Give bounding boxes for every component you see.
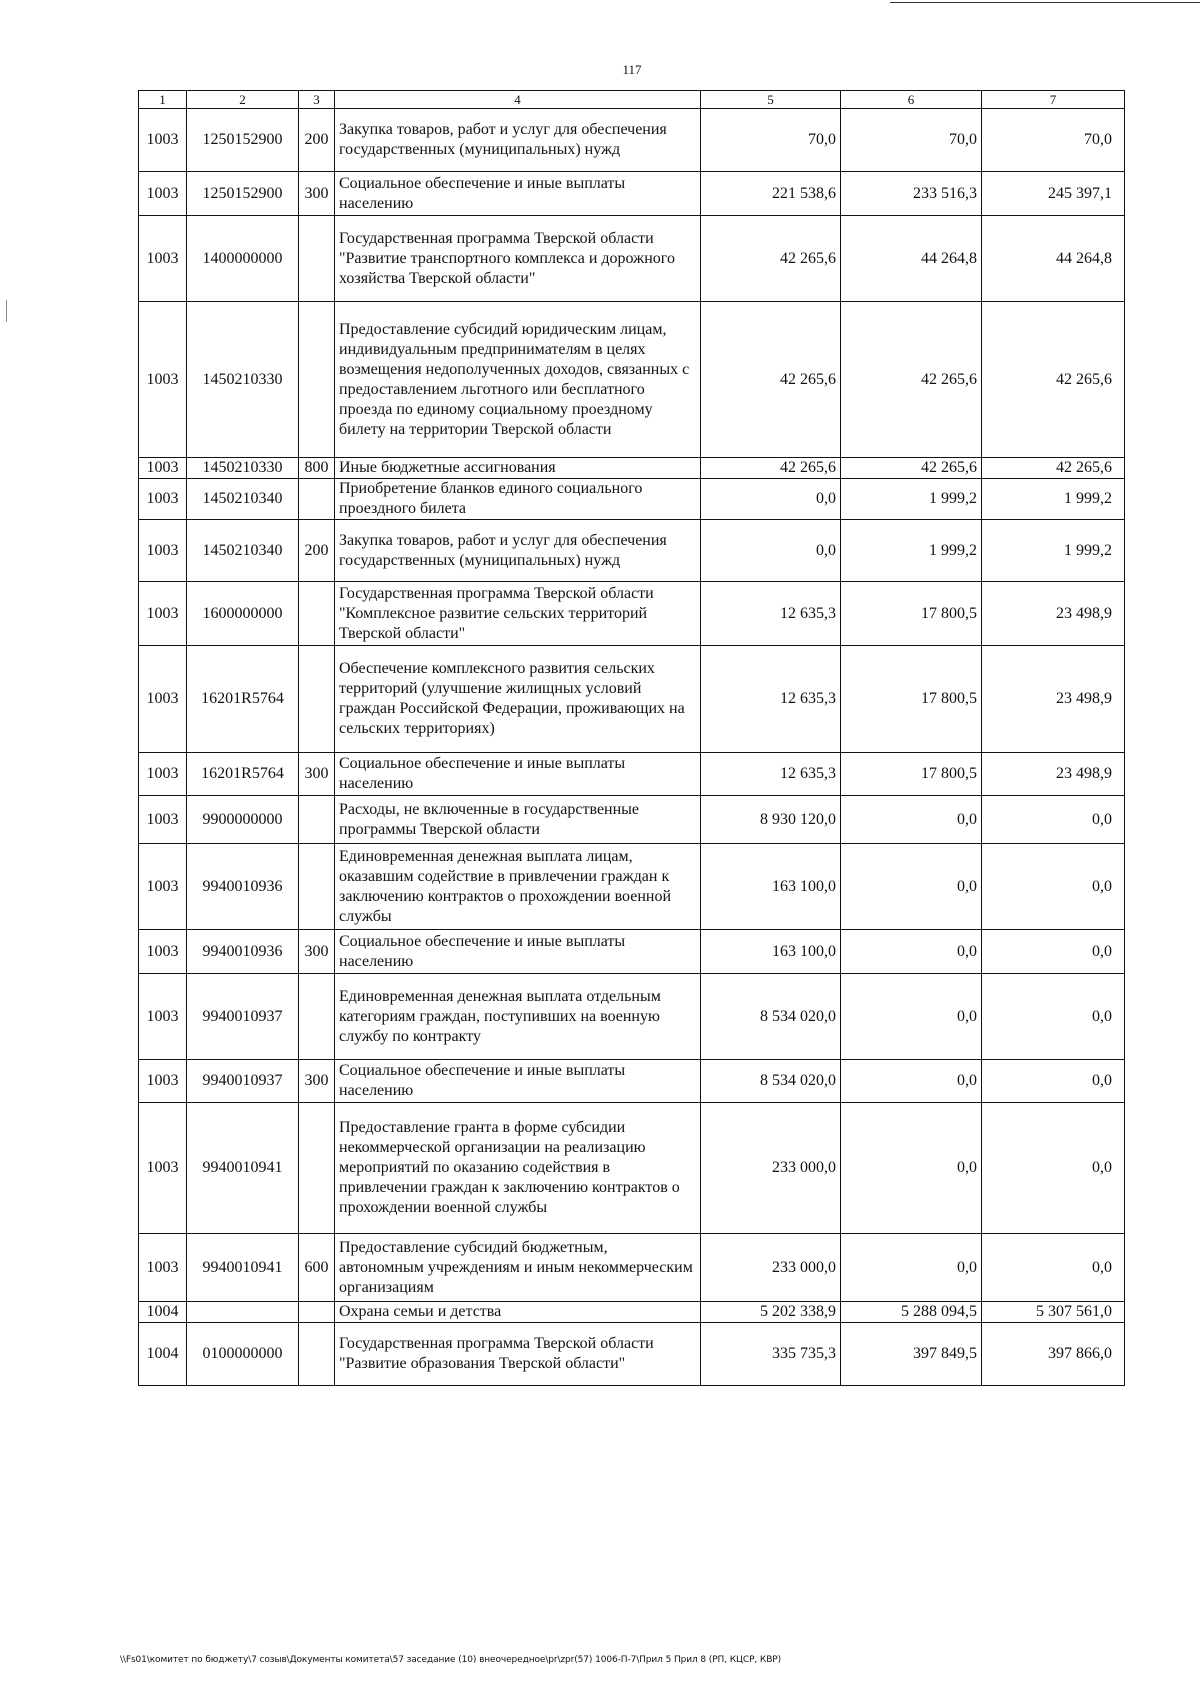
- amount-year1-cell: 163 100,0: [701, 930, 841, 974]
- amount-year3-cell: 397 866,0: [982, 1323, 1125, 1386]
- expense-type-cell: 300: [299, 753, 335, 796]
- column-header-1: 1: [139, 91, 187, 109]
- amount-year2-cell: 42 265,6: [841, 302, 982, 458]
- amount-year3-cell: 42 265,6: [982, 458, 1125, 479]
- description-cell: Предоставление субсидий бюджетным, автономным учреждениям и иным некоммерческим организациям: [335, 1234, 701, 1302]
- amount-year2-cell: 0,0: [841, 1103, 982, 1234]
- amount-year2-cell: 17 800,5: [841, 753, 982, 796]
- table-row: [139, 930, 1125, 974]
- target-article-cell: 9940010936: [187, 844, 299, 930]
- amount-year1-cell: 8 930 120,0: [701, 796, 841, 844]
- table-row: [139, 582, 1125, 646]
- amount-year3-cell: 44 264,8: [982, 216, 1125, 302]
- target-article-cell: 9940010937: [187, 974, 299, 1060]
- section-code-cell: 1003: [139, 216, 187, 302]
- section-code-cell: 1003: [139, 974, 187, 1060]
- target-article-cell: 1250152900: [187, 109, 299, 172]
- amount-year1-cell: 12 635,3: [701, 646, 841, 753]
- amount-year3-cell: 23 498,9: [982, 753, 1125, 796]
- amount-year2-cell: 397 849,5: [841, 1323, 982, 1386]
- description-cell: Единовременная денежная выплата лицам, оказавшим содействие в привлечении граждан к заключению контрактов о прохождении военной службы: [335, 844, 701, 930]
- table-row: [139, 844, 1125, 930]
- description-cell: Закупка товаров, работ и услуг для обеспечения государственных (муниципальных) нужд: [335, 520, 701, 582]
- expense-type-cell: [299, 1323, 335, 1386]
- target-article-cell: [187, 1302, 299, 1323]
- description-cell: Приобретение бланков единого социального проездного билета: [335, 479, 701, 520]
- amount-year1-cell: 42 265,6: [701, 302, 841, 458]
- amount-year1-cell: 70,0: [701, 109, 841, 172]
- scan-edge-line: [890, 2, 1200, 3]
- amount-year1-cell: 221 538,6: [701, 172, 841, 216]
- table-row: [139, 1103, 1125, 1234]
- table-row: [139, 1234, 1125, 1302]
- section-code-cell: 1003: [139, 172, 187, 216]
- section-code-cell: 1004: [139, 1302, 187, 1323]
- amount-year2-cell: 0,0: [841, 796, 982, 844]
- amount-year1-cell: 42 265,6: [701, 458, 841, 479]
- expense-type-cell: [299, 302, 335, 458]
- description-cell: Предоставление субсидий юридическим лицам, индивидуальным предпринимателям в целях возмещения недополученных доходов, связанных с предоставлением льготного или бесплатного проезда по единому социальному проездному билету на территории Тверской области: [335, 302, 701, 458]
- amount-year1-cell: 163 100,0: [701, 844, 841, 930]
- section-code-cell: 1003: [139, 844, 187, 930]
- column-header-5: 5: [701, 91, 841, 109]
- amount-year1-cell: 8 534 020,0: [701, 1060, 841, 1103]
- target-article-cell: 1450210330: [187, 302, 299, 458]
- table-row: [139, 646, 1125, 753]
- description-cell: Предоставление гранта в форме субсидии некоммерческой организации на реализацию мероприятий по оказанию содействия в привлечении граждан к заключению контрактов о прохождении военной службы: [335, 1103, 701, 1234]
- amount-year3-cell: 1 999,2: [982, 479, 1125, 520]
- expense-type-cell: [299, 479, 335, 520]
- amount-year2-cell: 5 288 094,5: [841, 1302, 982, 1323]
- amount-year3-cell: 23 498,9: [982, 646, 1125, 753]
- column-header-2: 2: [187, 91, 299, 109]
- table-row: [139, 172, 1125, 216]
- amount-year1-cell: 233 000,0: [701, 1103, 841, 1234]
- amount-year1-cell: 12 635,3: [701, 753, 841, 796]
- expense-type-cell: 300: [299, 930, 335, 974]
- amount-year3-cell: 5 307 561,0: [982, 1302, 1125, 1323]
- expense-type-cell: [299, 974, 335, 1060]
- table-row: [139, 1060, 1125, 1103]
- column-header-7: 7: [982, 91, 1125, 109]
- target-article-cell: 9940010941: [187, 1103, 299, 1234]
- description-cell: Расходы, не включенные в государственные программы Тверской области: [335, 796, 701, 844]
- amount-year2-cell: 0,0: [841, 930, 982, 974]
- description-cell: Обеспечение комплексного развития сельских территорий (улучшение жилищных условий граждан Российской Федерации, проживающих на сельских территориях): [335, 646, 701, 753]
- budget-table: [138, 90, 1125, 1386]
- description-cell: Закупка товаров, работ и услуг для обеспечения государственных (муниципальных) нужд: [335, 109, 701, 172]
- description-cell: Охрана семьи и детства: [335, 1302, 701, 1323]
- amount-year1-cell: 233 000,0: [701, 1234, 841, 1302]
- description-cell: Социальное обеспечение и иные выплаты населению: [335, 930, 701, 974]
- amount-year1-cell: 0,0: [701, 479, 841, 520]
- amount-year3-cell: 0,0: [982, 974, 1125, 1060]
- amount-year3-cell: 0,0: [982, 1060, 1125, 1103]
- amount-year2-cell: 70,0: [841, 109, 982, 172]
- file-path-footer: \\Fs01\комитет по бюджету\7 созыв\Документы комитета\57 заседание (10) внеочередное\pr\zpr(57) 1006-П-7\Прил 5 Прил 8 (РП, КЦСР, КВР): [120, 1655, 782, 1665]
- amount-year3-cell: 1 999,2: [982, 520, 1125, 582]
- expense-type-cell: [299, 1103, 335, 1234]
- section-code-cell: 1003: [139, 582, 187, 646]
- target-article-cell: 1400000000: [187, 216, 299, 302]
- section-code-cell: 1004: [139, 1323, 187, 1386]
- amount-year2-cell: 0,0: [841, 1234, 982, 1302]
- table-body: [139, 109, 1125, 1386]
- table-row: [139, 796, 1125, 844]
- amount-year1-cell: 335 735,3: [701, 1323, 841, 1386]
- target-article-cell: 9940010937: [187, 1060, 299, 1103]
- section-code-cell: 1003: [139, 302, 187, 458]
- target-article-cell: 16201R5764: [187, 646, 299, 753]
- target-article-cell: 1600000000: [187, 582, 299, 646]
- table-row: [139, 1302, 1125, 1323]
- target-article-cell: 1250152900: [187, 172, 299, 216]
- amount-year1-cell: 0,0: [701, 520, 841, 582]
- page-number: 117: [622, 62, 642, 77]
- table-row: [139, 302, 1125, 458]
- table-row: [139, 458, 1125, 479]
- section-code-cell: 1003: [139, 796, 187, 844]
- expense-type-cell: [299, 796, 335, 844]
- section-code-cell: 1003: [139, 520, 187, 582]
- description-cell: Социальное обеспечение и иные выплаты населению: [335, 1060, 701, 1103]
- column-number-row: [139, 91, 1125, 109]
- amount-year1-cell: 12 635,3: [701, 582, 841, 646]
- section-code-cell: 1003: [139, 753, 187, 796]
- expense-type-cell: 300: [299, 1060, 335, 1103]
- section-code-cell: 1003: [139, 1060, 187, 1103]
- amount-year2-cell: 44 264,8: [841, 216, 982, 302]
- section-code-cell: 1003: [139, 458, 187, 479]
- table-row: [139, 479, 1125, 520]
- description-cell: Социальное обеспечение и иные выплаты населению: [335, 753, 701, 796]
- description-cell: Государственная программа Тверской области "Развитие образования Тверской области": [335, 1323, 701, 1386]
- target-article-cell: 9940010936: [187, 930, 299, 974]
- description-cell: Иные бюджетные ассигнования: [335, 458, 701, 479]
- amount-year3-cell: 245 397,1: [982, 172, 1125, 216]
- column-header-3: 3: [299, 91, 335, 109]
- amount-year3-cell: 0,0: [982, 1234, 1125, 1302]
- section-code-cell: 1003: [139, 479, 187, 520]
- table-row: [139, 974, 1125, 1060]
- amount-year1-cell: 5 202 338,9: [701, 1302, 841, 1323]
- description-cell: Социальное обеспечение и иные выплаты населению: [335, 172, 701, 216]
- amount-year1-cell: 42 265,6: [701, 216, 841, 302]
- table-row: [139, 109, 1125, 172]
- expense-type-cell: [299, 844, 335, 930]
- expense-type-cell: 300: [299, 172, 335, 216]
- target-article-cell: 9940010941: [187, 1234, 299, 1302]
- amount-year2-cell: 1 999,2: [841, 520, 982, 582]
- section-code-cell: 1003: [139, 1103, 187, 1234]
- target-article-cell: 0100000000: [187, 1323, 299, 1386]
- expense-type-cell: 600: [299, 1234, 335, 1302]
- amount-year2-cell: 17 800,5: [841, 582, 982, 646]
- expense-type-cell: [299, 582, 335, 646]
- section-code-cell: 1003: [139, 109, 187, 172]
- description-cell: Государственная программа Тверской области "Развитие транспортного комплекса и дорожного хозяйства Тверской области": [335, 216, 701, 302]
- section-code-cell: 1003: [139, 930, 187, 974]
- expense-type-cell: 800: [299, 458, 335, 479]
- table-row: [139, 216, 1125, 302]
- amount-year3-cell: 70,0: [982, 109, 1125, 172]
- amount-year2-cell: 233 516,3: [841, 172, 982, 216]
- description-cell: Единовременная денежная выплата отдельным категориям граждан, поступивших на военную службу по контракту: [335, 974, 701, 1060]
- scan-artifact: [6, 300, 7, 322]
- amount-year3-cell: 0,0: [982, 930, 1125, 974]
- description-cell: Государственная программа Тверской области "Комплексное развитие сельских территорий Тверской области": [335, 582, 701, 646]
- column-header-4: 4: [335, 91, 701, 109]
- amount-year1-cell: 8 534 020,0: [701, 974, 841, 1060]
- target-article-cell: 1450210340: [187, 520, 299, 582]
- section-code-cell: 1003: [139, 1234, 187, 1302]
- section-code-cell: 1003: [139, 646, 187, 753]
- amount-year3-cell: 42 265,6: [982, 302, 1125, 458]
- target-article-cell: 16201R5764: [187, 753, 299, 796]
- amount-year3-cell: 0,0: [982, 844, 1125, 930]
- amount-year2-cell: 1 999,2: [841, 479, 982, 520]
- table-row: [139, 1323, 1125, 1386]
- amount-year2-cell: 0,0: [841, 844, 982, 930]
- target-article-cell: 9900000000: [187, 796, 299, 844]
- amount-year2-cell: 0,0: [841, 974, 982, 1060]
- amount-year3-cell: 23 498,9: [982, 582, 1125, 646]
- expense-type-cell: [299, 1302, 335, 1323]
- target-article-cell: 1450210340: [187, 479, 299, 520]
- target-article-cell: 1450210330: [187, 458, 299, 479]
- expense-type-cell: 200: [299, 520, 335, 582]
- table-row: [139, 520, 1125, 582]
- amount-year2-cell: 17 800,5: [841, 646, 982, 753]
- amount-year3-cell: 0,0: [982, 1103, 1125, 1234]
- column-header-6: 6: [841, 91, 982, 109]
- amount-year2-cell: 0,0: [841, 1060, 982, 1103]
- amount-year2-cell: 42 265,6: [841, 458, 982, 479]
- table-row: [139, 753, 1125, 796]
- expense-type-cell: [299, 216, 335, 302]
- expense-type-cell: [299, 646, 335, 753]
- expense-type-cell: 200: [299, 109, 335, 172]
- amount-year3-cell: 0,0: [982, 796, 1125, 844]
